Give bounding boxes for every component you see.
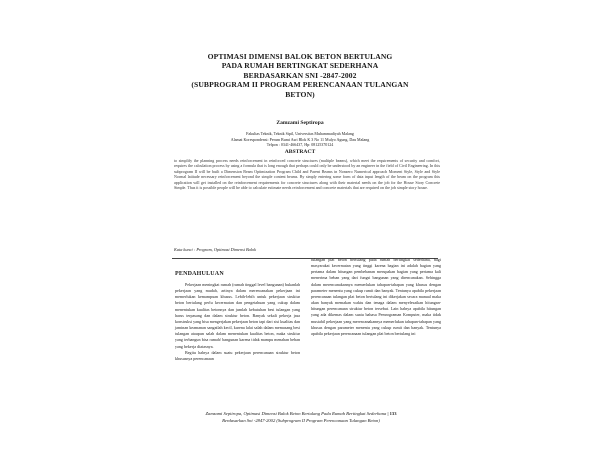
title-line: BERDASARKAN SNI -2847-2002 <box>243 70 357 80</box>
paragraph: Pekerjaan meningkat rumah (rumah tinggal level bangunan) bukanlah pekerjaan yang mudah, artinya dalam merencanakan pekerjaan ini memerlukan kemampuan khusus. Lebih-lebih untuk pekerjaan struktur beton bertulang perlu kecermatan dan pengetahuan yang cukup dalam menentukan kualitas betonnya dan jumlah kebutuhan besi tulangan yang harus terpasang dan dalam struktur beton. Banyak sekali pekerja jasa konstruksi yang bisa mengerjakan pekerjaan beton tapi dari sisi kualitas dan jaminan keamanan sangatlah kecil, karena lalai salah dalam memasang besi tulangan ataupun salah dalam menentukan kualitas beton, maka struktur yang terbangun bisa rumah/ bangunan karena tidak mampu menahan beban yang bekerja diatasnya. <box>175 282 300 349</box>
affiliation-line: Alamat Korespondensi: Perum Bumi Asri Blok K 3 No 11 Mulyo Agung, Dau Malang <box>230 136 370 142</box>
page-footer <box>120 410 482 424</box>
title-line: OPTIMASI DIMENSI BALOK BETON BERTULANG <box>207 52 393 61</box>
paragraph: Begitu halnya dalam suatu pekerjaan perencanaan struktur beton khususnya perencanaan <box>175 349 300 361</box>
section-heading: PENDAHULUAN <box>175 271 224 277</box>
abstract-text: to simplify the planning process needs reinforcement in reinforced concrete structures (multiple beams), which meet the requirements of security and comfort, requires the calculation process by using a formula that is long enough that perhaps could only be understood by an engineer in the field of Civil Engineering. In this subprogram II will be built a Dimension Beam Optimization Program Child and Parent Beams in Nonzero Numerical approach Moment Style, Style and Style Normal latitude necessary reinforcement beyond the simple content beams. By simply entering some form of data input length of the beam on the program this application will get installed on the reinforcement requirements for concrete structures along with their material needs on the job for the House Story Concrete Simple. Thus it is possible people will be able to calculate estimate needs reinforcement and concrete materials that are required on the job simple story house. <box>174 158 440 191</box>
right-column <box>311 257 441 337</box>
affiliation-line: Telpon : 0341-466437, Hp: 08125370124 <box>266 142 334 148</box>
footer-citation: Zamzami Septiropa, Optimasi Dimensi Balok Beton Bertulang Pada Rumah Bertingkat Sederhana <box>205 411 387 416</box>
keywords: Kata kunci : Program, Optimasi Dimensi Balok <box>174 247 257 252</box>
affiliation-line: Fakultas Teknik, Teknik Sipil, Universitas Muhammadiyah Malang <box>246 131 354 136</box>
title-line: BETON) <box>285 89 315 99</box>
page-number: | 133 <box>387 411 397 416</box>
left-column <box>175 270 300 362</box>
paper-title <box>0 52 600 99</box>
title-line: (SUBPROGRAM II PROGRAM PERENCANAAN TULANGAN <box>191 80 409 90</box>
abstract-heading: ABSTRACT <box>284 149 316 155</box>
title-line: PADA RUMAH BERTINGKAT SEDERHANA <box>221 61 379 71</box>
footer-citation: Berdasarkan Sni -2847-2002 (Subprogram II Program Perencanaan Tulangan Beton) <box>222 418 380 423</box>
paragraph: tulangan plat beton bertulang pada rumah bertingkat sederhana, bagi masyarakat kecermatan yang tinggi karena bagian ini adalah bagian yang pertama dalam hitungan pembebanan merupakan bagian yang pertama kali menerima beban yang dari fungsi bangunan yang direncanakan. Sehingga dalam merencanakannya memerlukan tahapan-tahapan yang khusus dengan parameter menentu yang cukup rumit dan banyak. Tentunya apabila pekerjaan perencanaan tulangan plat beton bertulang ini dikerjakan secara manual maka akan banyak memakan waktu dan tenaga dalam menyelesaikan hitungan-hitungan perencanaan struktur beton tersebut. Lain halnya apabila hitungan yang ada dikemas dalam suatu bahasa Pemrograman Komputer, maka tidak mustahil pekerjaan yang merencanakannya memerlukan tahapan-tahapan yang khusus dengan parameter menentu yang cukup rumit dan banyak. Tentunya apabila pekerjaan perencanaan tulangan plat beton bertulang ini <box>311 257 441 336</box>
affiliation-block <box>0 131 600 148</box>
author-name: Zamzami Septiropa <box>276 120 324 126</box>
